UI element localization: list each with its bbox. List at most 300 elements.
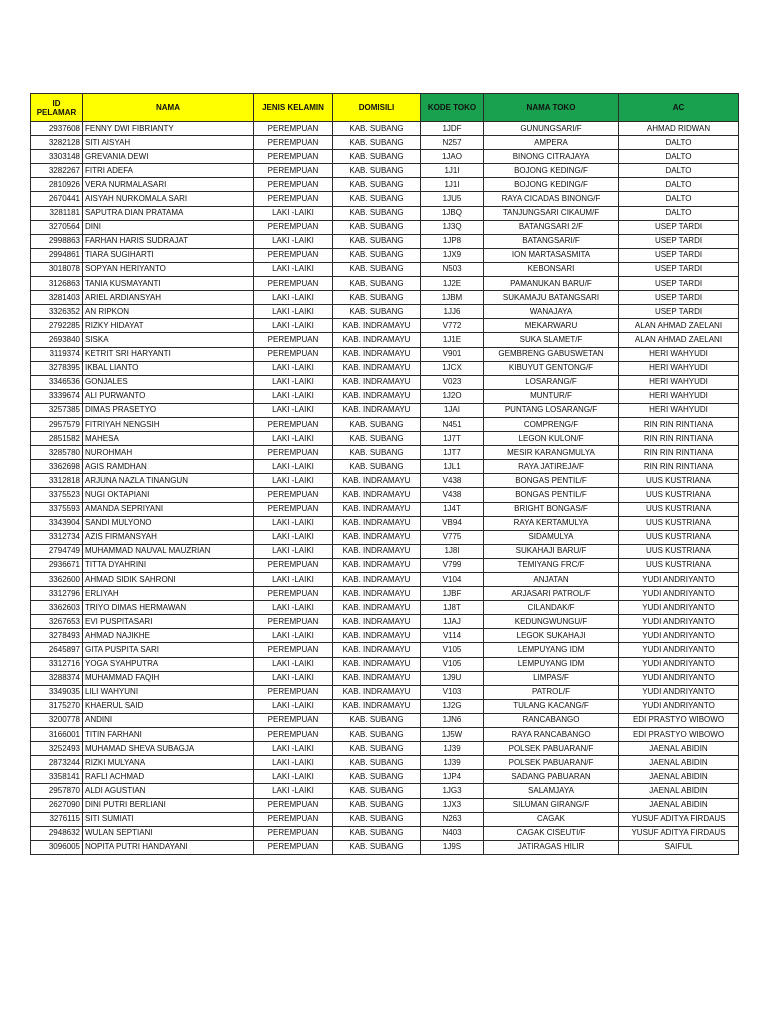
cell-id-pelamar: 3096005 bbox=[31, 840, 83, 854]
cell-kode-toko: V023 bbox=[421, 375, 484, 389]
cell-kode-toko: 1J7T bbox=[421, 432, 484, 446]
cell-id-pelamar: 2948632 bbox=[31, 826, 83, 840]
cell-domisili: KAB. SUBANG bbox=[333, 798, 421, 812]
cell-id-pelamar: 2810926 bbox=[31, 178, 83, 192]
table-row bbox=[31, 516, 739, 530]
cell-jenis-kelamin: LAKI -LAIKI bbox=[254, 403, 333, 417]
cell-nama: ANDINI bbox=[83, 713, 254, 727]
cell-id-pelamar: 2693840 bbox=[31, 333, 83, 347]
cell-jenis-kelamin: PEREMPUAN bbox=[254, 643, 333, 657]
cell-ac: UUS KUSTRIANA bbox=[619, 502, 739, 516]
cell-nama-toko: SUKAMAJU BATANGSARI bbox=[484, 291, 619, 305]
cell-ac: YUDI ANDRIYANTO bbox=[619, 573, 739, 587]
cell-domisili: KAB. SUBANG bbox=[333, 417, 421, 431]
cell-ac: USEP TARDI bbox=[619, 305, 739, 319]
table-row bbox=[31, 474, 739, 488]
cell-id-pelamar: 3285780 bbox=[31, 446, 83, 460]
cell-id-pelamar: 3358141 bbox=[31, 770, 83, 784]
table-row bbox=[31, 446, 739, 460]
cell-domisili: KAB. SUBANG bbox=[333, 220, 421, 234]
cell-domisili: KAB. SUBANG bbox=[333, 291, 421, 305]
cell-id-pelamar: 3281403 bbox=[31, 291, 83, 305]
cell-nama: RIZKI MULYANA bbox=[83, 756, 254, 770]
table-row bbox=[31, 685, 739, 699]
cell-id-pelamar: 3362600 bbox=[31, 573, 83, 587]
cell-domisili: KAB. SUBANG bbox=[333, 248, 421, 262]
cell-domisili: KAB. INDRAMAYU bbox=[333, 615, 421, 629]
cell-nama: RIZKY HIDAYAT bbox=[83, 319, 254, 333]
cell-ac: USEP TARDI bbox=[619, 248, 739, 262]
cell-kode-toko: N451 bbox=[421, 417, 484, 431]
table-row bbox=[31, 220, 739, 234]
cell-domisili: KAB. INDRAMAYU bbox=[333, 699, 421, 713]
cell-nama: SISKA bbox=[83, 333, 254, 347]
cell-nama: GITA PUSPITA SARI bbox=[83, 643, 254, 657]
cell-ac: HERI WAHYUDI bbox=[619, 361, 739, 375]
cell-nama-toko: RANCABANGO bbox=[484, 713, 619, 727]
table-row bbox=[31, 150, 739, 164]
table-row bbox=[31, 728, 739, 742]
cell-kode-toko: V438 bbox=[421, 488, 484, 502]
cell-id-pelamar: 3126863 bbox=[31, 277, 83, 291]
cell-nama: AHMAD NAJIKHE bbox=[83, 629, 254, 643]
cell-id-pelamar: 2792285 bbox=[31, 319, 83, 333]
cell-jenis-kelamin: PEREMPUAN bbox=[254, 333, 333, 347]
table-row bbox=[31, 643, 739, 657]
cell-id-pelamar: 3349035 bbox=[31, 685, 83, 699]
cell-jenis-kelamin: LAKI -LAIKI bbox=[254, 573, 333, 587]
cell-nama: TITTA DYAHRINI bbox=[83, 558, 254, 572]
cell-kode-toko: 1JAJ bbox=[421, 615, 484, 629]
cell-jenis-kelamin: PEREMPUAN bbox=[254, 150, 333, 164]
cell-kode-toko: 1JBQ bbox=[421, 206, 484, 220]
cell-ac: DALTO bbox=[619, 150, 739, 164]
table-row bbox=[31, 784, 739, 798]
table-row bbox=[31, 460, 739, 474]
cell-ac: SAIFUL bbox=[619, 840, 739, 854]
cell-ac: YUSUF ADITYA FIRDAUS bbox=[619, 812, 739, 826]
cell-nama: TRIYO DIMAS HERMAWAN bbox=[83, 601, 254, 615]
cell-kode-toko: 1J9U bbox=[421, 671, 484, 685]
cell-ac: UUS KUSTRIANA bbox=[619, 530, 739, 544]
cell-ac: UUS KUSTRIANA bbox=[619, 474, 739, 488]
cell-nama-toko: PUNTANG LOSARANG/F bbox=[484, 403, 619, 417]
cell-jenis-kelamin: PEREMPUAN bbox=[254, 136, 333, 150]
table-row bbox=[31, 262, 739, 276]
cell-domisili: KAB. INDRAMAYU bbox=[333, 573, 421, 587]
cell-domisili: KAB. INDRAMAYU bbox=[333, 347, 421, 361]
table-row bbox=[31, 573, 739, 587]
cell-nama-toko: SADANG PABUARAN bbox=[484, 770, 619, 784]
cell-ac: DALTO bbox=[619, 206, 739, 220]
cell-kode-toko: 1JL1 bbox=[421, 460, 484, 474]
cell-nama: FARHAN HARIS SUDRAJAT bbox=[83, 234, 254, 248]
cell-nama-toko: BATANGSARI/F bbox=[484, 234, 619, 248]
table-row bbox=[31, 756, 739, 770]
cell-domisili: KAB. SUBANG bbox=[333, 150, 421, 164]
cell-ac: JAENAL ABIDIN bbox=[619, 784, 739, 798]
cell-kode-toko: V105 bbox=[421, 643, 484, 657]
cell-domisili: KAB. INDRAMAYU bbox=[333, 558, 421, 572]
cell-nama: MUHAMAD SHEVA SUBAGJA bbox=[83, 742, 254, 756]
cell-id-pelamar: 2873244 bbox=[31, 756, 83, 770]
cell-domisili: KAB. INDRAMAYU bbox=[333, 333, 421, 347]
cell-nama: YOGA SYAHPUTRA bbox=[83, 657, 254, 671]
cell-id-pelamar: 3362698 bbox=[31, 460, 83, 474]
cell-jenis-kelamin: LAKI -LAIKI bbox=[254, 530, 333, 544]
cell-id-pelamar: 3375523 bbox=[31, 488, 83, 502]
cell-ac: AHMAD RIDWAN bbox=[619, 122, 739, 136]
cell-ac: UUS KUSTRIANA bbox=[619, 544, 739, 558]
cell-jenis-kelamin: PEREMPUAN bbox=[254, 826, 333, 840]
table-row bbox=[31, 671, 739, 685]
cell-nama-toko: WANAJAYA bbox=[484, 305, 619, 319]
cell-ac: YUDI ANDRIYANTO bbox=[619, 643, 739, 657]
cell-domisili: KAB. SUBANG bbox=[333, 136, 421, 150]
cell-kode-toko: V114 bbox=[421, 629, 484, 643]
cell-jenis-kelamin: PEREMPUAN bbox=[254, 558, 333, 572]
table-row bbox=[31, 291, 739, 305]
cell-jenis-kelamin: LAKI -LAIKI bbox=[254, 629, 333, 643]
cell-kode-toko: 1JX9 bbox=[421, 248, 484, 262]
cell-nama: AISYAH NURKOMALA SARI bbox=[83, 192, 254, 206]
cell-nama: NUGI OKTAPIANI bbox=[83, 488, 254, 502]
cell-nama-toko: TANJUNGSARI CIKAUM/F bbox=[484, 206, 619, 220]
cell-nama: VERA NURMALASARI bbox=[83, 178, 254, 192]
cell-jenis-kelamin: PEREMPUAN bbox=[254, 192, 333, 206]
cell-domisili: KAB. SUBANG bbox=[333, 756, 421, 770]
cell-id-pelamar: 3362603 bbox=[31, 601, 83, 615]
cell-ac: YUDI ANDRIYANTO bbox=[619, 657, 739, 671]
cell-jenis-kelamin: LAKI -LAIKI bbox=[254, 375, 333, 389]
cell-jenis-kelamin: LAKI -LAIKI bbox=[254, 756, 333, 770]
cell-domisili: KAB. INDRAMAYU bbox=[333, 403, 421, 417]
table-row bbox=[31, 742, 739, 756]
cell-domisili: KAB. SUBANG bbox=[333, 262, 421, 276]
cell-ac: USEP TARDI bbox=[619, 262, 739, 276]
cell-id-pelamar: 2957579 bbox=[31, 417, 83, 431]
cell-domisili: KAB. INDRAMAYU bbox=[333, 544, 421, 558]
table-row bbox=[31, 248, 739, 262]
cell-nama: FITRIYAH NENGSIH bbox=[83, 417, 254, 431]
cell-nama-toko: KIBUYUT GENTONG/F bbox=[484, 361, 619, 375]
cell-kode-toko: 1JX3 bbox=[421, 798, 484, 812]
cell-kode-toko: 1J8T bbox=[421, 601, 484, 615]
cell-kode-toko: 1J1I bbox=[421, 164, 484, 178]
table-row bbox=[31, 657, 739, 671]
cell-nama: SITI SUMIATI bbox=[83, 812, 254, 826]
cell-nama: SITI AISYAH bbox=[83, 136, 254, 150]
cell-ac: JAENAL ABIDIN bbox=[619, 798, 739, 812]
table-row bbox=[31, 361, 739, 375]
cell-jenis-kelamin: PEREMPUAN bbox=[254, 812, 333, 826]
cell-jenis-kelamin: LAKI -LAIKI bbox=[254, 305, 333, 319]
cell-nama-toko: BINONG CITRAJAYA bbox=[484, 150, 619, 164]
cell-domisili: KAB. INDRAMAYU bbox=[333, 601, 421, 615]
cell-domisili: KAB. INDRAMAYU bbox=[333, 587, 421, 601]
cell-ac: USEP TARDI bbox=[619, 220, 739, 234]
cell-nama: AN RIPKON bbox=[83, 305, 254, 319]
table-row bbox=[31, 699, 739, 713]
cell-jenis-kelamin: PEREMPUAN bbox=[254, 587, 333, 601]
cell-domisili: KAB. SUBANG bbox=[333, 277, 421, 291]
cell-ac: JAENAL ABIDIN bbox=[619, 742, 739, 756]
cell-id-pelamar: 3267653 bbox=[31, 615, 83, 629]
cell-nama-toko: SILUMAN GIRANG/F bbox=[484, 798, 619, 812]
cell-nama-toko: ION MARTASASMITA bbox=[484, 248, 619, 262]
cell-jenis-kelamin: PEREMPUAN bbox=[254, 178, 333, 192]
cell-kode-toko: 1JT7 bbox=[421, 446, 484, 460]
table-row bbox=[31, 544, 739, 558]
cell-id-pelamar: 2851582 bbox=[31, 432, 83, 446]
cell-id-pelamar: 3326352 bbox=[31, 305, 83, 319]
cell-ac: HERI WAHYUDI bbox=[619, 347, 739, 361]
cell-kode-toko: V775 bbox=[421, 530, 484, 544]
cell-id-pelamar: 2998863 bbox=[31, 234, 83, 248]
cell-domisili: KAB. SUBANG bbox=[333, 826, 421, 840]
applicant-table bbox=[30, 93, 739, 855]
cell-domisili: KAB. SUBANG bbox=[333, 432, 421, 446]
cell-kode-toko: 1JP4 bbox=[421, 770, 484, 784]
cell-ac: UUS KUSTRIANA bbox=[619, 558, 739, 572]
table-row bbox=[31, 798, 739, 812]
table-row bbox=[31, 615, 739, 629]
cell-nama: SOPYAN HERIYANTO bbox=[83, 262, 254, 276]
table-row bbox=[31, 277, 739, 291]
cell-id-pelamar: 3166001 bbox=[31, 728, 83, 742]
table-row bbox=[31, 136, 739, 150]
cell-nama: ARIEL ARDIANSYAH bbox=[83, 291, 254, 305]
cell-ac: USEP TARDI bbox=[619, 291, 739, 305]
cell-jenis-kelamin: LAKI -LAIKI bbox=[254, 784, 333, 798]
table-row bbox=[31, 826, 739, 840]
cell-nama-toko: BOJONG KEDING/F bbox=[484, 164, 619, 178]
table-row bbox=[31, 812, 739, 826]
cell-id-pelamar: 3346536 bbox=[31, 375, 83, 389]
cell-domisili: KAB. INDRAMAYU bbox=[333, 657, 421, 671]
table-row bbox=[31, 305, 739, 319]
cell-nama: IKBAL LIANTO bbox=[83, 361, 254, 375]
cell-nama: NOPITA PUTRI HANDAYANI bbox=[83, 840, 254, 854]
cell-domisili: KAB. INDRAMAYU bbox=[333, 502, 421, 516]
cell-kode-toko: N263 bbox=[421, 812, 484, 826]
cell-id-pelamar: 3281181 bbox=[31, 206, 83, 220]
cell-kode-toko: 1JU5 bbox=[421, 192, 484, 206]
cell-id-pelamar: 2936671 bbox=[31, 558, 83, 572]
cell-kode-toko: 1J1I bbox=[421, 178, 484, 192]
cell-jenis-kelamin: PEREMPUAN bbox=[254, 417, 333, 431]
cell-jenis-kelamin: PEREMPUAN bbox=[254, 347, 333, 361]
cell-nama-toko: CAGAK CISEUTI/F bbox=[484, 826, 619, 840]
cell-jenis-kelamin: PEREMPUAN bbox=[254, 220, 333, 234]
cell-nama: AGIS RAMDHAN bbox=[83, 460, 254, 474]
cell-ac: HERI WAHYUDI bbox=[619, 389, 739, 403]
cell-jenis-kelamin: PEREMPUAN bbox=[254, 277, 333, 291]
cell-ac: RIN RIN RINTIANA bbox=[619, 417, 739, 431]
cell-ac: YUDI ANDRIYANTO bbox=[619, 629, 739, 643]
cell-id-pelamar: 2645897 bbox=[31, 643, 83, 657]
cell-nama: ARJUNA NAZLA TINANGUN bbox=[83, 474, 254, 488]
cell-domisili: KAB. INDRAMAYU bbox=[333, 530, 421, 544]
cell-id-pelamar: 2994861 bbox=[31, 248, 83, 262]
cell-id-pelamar: 3119374 bbox=[31, 347, 83, 361]
cell-nama-toko: SALAMJAYA bbox=[484, 784, 619, 798]
cell-kode-toko: 1J2E bbox=[421, 277, 484, 291]
cell-nama-toko: LEMPUYANG IDM bbox=[484, 643, 619, 657]
cell-kode-toko: 1JBM bbox=[421, 291, 484, 305]
table-row bbox=[31, 770, 739, 784]
cell-domisili: KAB. SUBANG bbox=[333, 812, 421, 826]
cell-ac: YUDI ANDRIYANTO bbox=[619, 587, 739, 601]
cell-domisili: KAB. SUBANG bbox=[333, 770, 421, 784]
cell-nama-toko: RAYA JATIREJA/F bbox=[484, 460, 619, 474]
cell-ac: YUDI ANDRIYANTO bbox=[619, 699, 739, 713]
cell-domisili: KAB. INDRAMAYU bbox=[333, 474, 421, 488]
cell-domisili: KAB. SUBANG bbox=[333, 742, 421, 756]
cell-domisili: KAB. INDRAMAYU bbox=[333, 629, 421, 643]
cell-nama: FITRI ADEFA bbox=[83, 164, 254, 178]
cell-nama: EVI PUSPITASARI bbox=[83, 615, 254, 629]
cell-id-pelamar: 3312716 bbox=[31, 657, 83, 671]
cell-ac: HERI WAHYUDI bbox=[619, 375, 739, 389]
cell-domisili: KAB. INDRAMAYU bbox=[333, 643, 421, 657]
cell-jenis-kelamin: PEREMPUAN bbox=[254, 502, 333, 516]
table-row bbox=[31, 432, 739, 446]
table-row bbox=[31, 488, 739, 502]
cell-domisili: KAB. INDRAMAYU bbox=[333, 361, 421, 375]
cell-jenis-kelamin: LAKI -LAIKI bbox=[254, 432, 333, 446]
cell-id-pelamar: 3375593 bbox=[31, 502, 83, 516]
cell-id-pelamar: 3282267 bbox=[31, 164, 83, 178]
cell-nama-toko: GEMBRENG GABUSWETAN bbox=[484, 347, 619, 361]
cell-ac: EDI PRASTYO WIBOWO bbox=[619, 713, 739, 727]
cell-nama-toko: BOJONG KEDING/F bbox=[484, 178, 619, 192]
table-row bbox=[31, 122, 739, 136]
cell-jenis-kelamin: LAKI -LAIKI bbox=[254, 474, 333, 488]
cell-domisili: KAB. SUBANG bbox=[333, 728, 421, 742]
cell-nama-toko: SUKA SLAMET/F bbox=[484, 333, 619, 347]
cell-id-pelamar: 3312734 bbox=[31, 530, 83, 544]
cell-nama: WULAN SEPTIANI bbox=[83, 826, 254, 840]
table-row bbox=[31, 347, 739, 361]
cell-jenis-kelamin: LAKI -LAIKI bbox=[254, 206, 333, 220]
cell-nama-toko: LOSARANG/F bbox=[484, 375, 619, 389]
cell-jenis-kelamin: PEREMPUAN bbox=[254, 248, 333, 262]
cell-id-pelamar: 3278395 bbox=[31, 361, 83, 375]
cell-kode-toko: 1JAI bbox=[421, 403, 484, 417]
cell-domisili: KAB. SUBANG bbox=[333, 446, 421, 460]
cell-kode-toko: V103 bbox=[421, 685, 484, 699]
cell-nama-toko: BATANGSARI 2/F bbox=[484, 220, 619, 234]
cell-ac: ALAN AHMAD ZAELANI bbox=[619, 319, 739, 333]
table-row bbox=[31, 558, 739, 572]
cell-ac: DALTO bbox=[619, 192, 739, 206]
cell-kode-toko: 1J9S bbox=[421, 840, 484, 854]
cell-id-pelamar: 3339674 bbox=[31, 389, 83, 403]
cell-domisili: KAB. SUBANG bbox=[333, 713, 421, 727]
cell-id-pelamar: 2957870 bbox=[31, 784, 83, 798]
cell-kode-toko: 1J39 bbox=[421, 742, 484, 756]
cell-nama-toko: AMPERA bbox=[484, 136, 619, 150]
cell-ac: RIN RIN RINTIANA bbox=[619, 432, 739, 446]
cell-id-pelamar: 3282128 bbox=[31, 136, 83, 150]
cell-ac: DALTO bbox=[619, 136, 739, 150]
cell-nama: MUHAMMAD NAUVAL MAUZRIAN bbox=[83, 544, 254, 558]
cell-kode-toko: N503 bbox=[421, 262, 484, 276]
cell-nama-toko: POLSEK PABUARAN/F bbox=[484, 742, 619, 756]
cell-jenis-kelamin: LAKI -LAIKI bbox=[254, 361, 333, 375]
cell-nama-toko: RAYA CICADAS BINONG/F bbox=[484, 192, 619, 206]
cell-nama-toko: ARJASARI PATROL/F bbox=[484, 587, 619, 601]
table-row bbox=[31, 178, 739, 192]
cell-jenis-kelamin: PEREMPUAN bbox=[254, 446, 333, 460]
cell-kode-toko: 1J3Q bbox=[421, 220, 484, 234]
cell-nama: DINI PUTRI BERLIANI bbox=[83, 798, 254, 812]
header-jenis-kelamin: JENIS KELAMIN bbox=[254, 94, 333, 122]
cell-domisili: KAB. SUBANG bbox=[333, 784, 421, 798]
cell-jenis-kelamin: PEREMPUAN bbox=[254, 840, 333, 854]
cell-ac: EDI PRASTYO WIBOWO bbox=[619, 728, 739, 742]
cell-jenis-kelamin: LAKI -LAIKI bbox=[254, 601, 333, 615]
table-row bbox=[31, 629, 739, 643]
cell-jenis-kelamin: LAKI -LAIKI bbox=[254, 770, 333, 784]
cell-kode-toko: 1J2G bbox=[421, 699, 484, 713]
cell-domisili: KAB. SUBANG bbox=[333, 178, 421, 192]
cell-nama-toko: MESIR KARANGMULYA bbox=[484, 446, 619, 460]
cell-jenis-kelamin: LAKI -LAIKI bbox=[254, 657, 333, 671]
table-row bbox=[31, 840, 739, 854]
cell-id-pelamar: 3312818 bbox=[31, 474, 83, 488]
cell-nama: LILI WAHYUNI bbox=[83, 685, 254, 699]
cell-ac: YUSUF ADITYA FIRDAUS bbox=[619, 826, 739, 840]
cell-nama-toko: TULANG KACANG/F bbox=[484, 699, 619, 713]
cell-jenis-kelamin: LAKI -LAIKI bbox=[254, 319, 333, 333]
cell-ac: UUS KUSTRIANA bbox=[619, 488, 739, 502]
cell-domisili: KAB. SUBANG bbox=[333, 206, 421, 220]
cell-nama-toko: LEGON KULON/F bbox=[484, 432, 619, 446]
cell-jenis-kelamin: LAKI -LAIKI bbox=[254, 291, 333, 305]
cell-nama: MAHESA bbox=[83, 432, 254, 446]
cell-kode-toko: 1J1E bbox=[421, 333, 484, 347]
cell-domisili: KAB. INDRAMAYU bbox=[333, 671, 421, 685]
table-row bbox=[31, 389, 739, 403]
cell-nama-toko: RAYA KERTAMULYA bbox=[484, 516, 619, 530]
cell-jenis-kelamin: LAKI -LAIKI bbox=[254, 516, 333, 530]
cell-nama: DINI bbox=[83, 220, 254, 234]
cell-ac: JAENAL ABIDIN bbox=[619, 756, 739, 770]
cell-domisili: KAB. SUBANG bbox=[333, 122, 421, 136]
cell-jenis-kelamin: LAKI -LAIKI bbox=[254, 262, 333, 276]
cell-domisili: KAB. SUBANG bbox=[333, 460, 421, 474]
cell-jenis-kelamin: PEREMPUAN bbox=[254, 728, 333, 742]
cell-kode-toko: 1J4T bbox=[421, 502, 484, 516]
cell-id-pelamar: 3252493 bbox=[31, 742, 83, 756]
cell-ac: ALAN AHMAD ZAELANI bbox=[619, 333, 739, 347]
cell-jenis-kelamin: PEREMPUAN bbox=[254, 615, 333, 629]
cell-ac: USEP TARDI bbox=[619, 234, 739, 248]
cell-nama: ALDI AGUSTIAN bbox=[83, 784, 254, 798]
cell-kode-toko: N257 bbox=[421, 136, 484, 150]
cell-kode-toko: 1J39 bbox=[421, 756, 484, 770]
header-nama-toko: NAMA TOKO bbox=[484, 94, 619, 122]
cell-domisili: KAB. SUBANG bbox=[333, 164, 421, 178]
cell-id-pelamar: 2627090 bbox=[31, 798, 83, 812]
cell-ac: YUDI ANDRIYANTO bbox=[619, 615, 739, 629]
cell-ac: HERI WAHYUDI bbox=[619, 403, 739, 417]
cell-nama: AZIS FIRMANSYAH bbox=[83, 530, 254, 544]
cell-ac: JAENAL ABIDIN bbox=[619, 770, 739, 784]
cell-jenis-kelamin: LAKI -LAIKI bbox=[254, 671, 333, 685]
